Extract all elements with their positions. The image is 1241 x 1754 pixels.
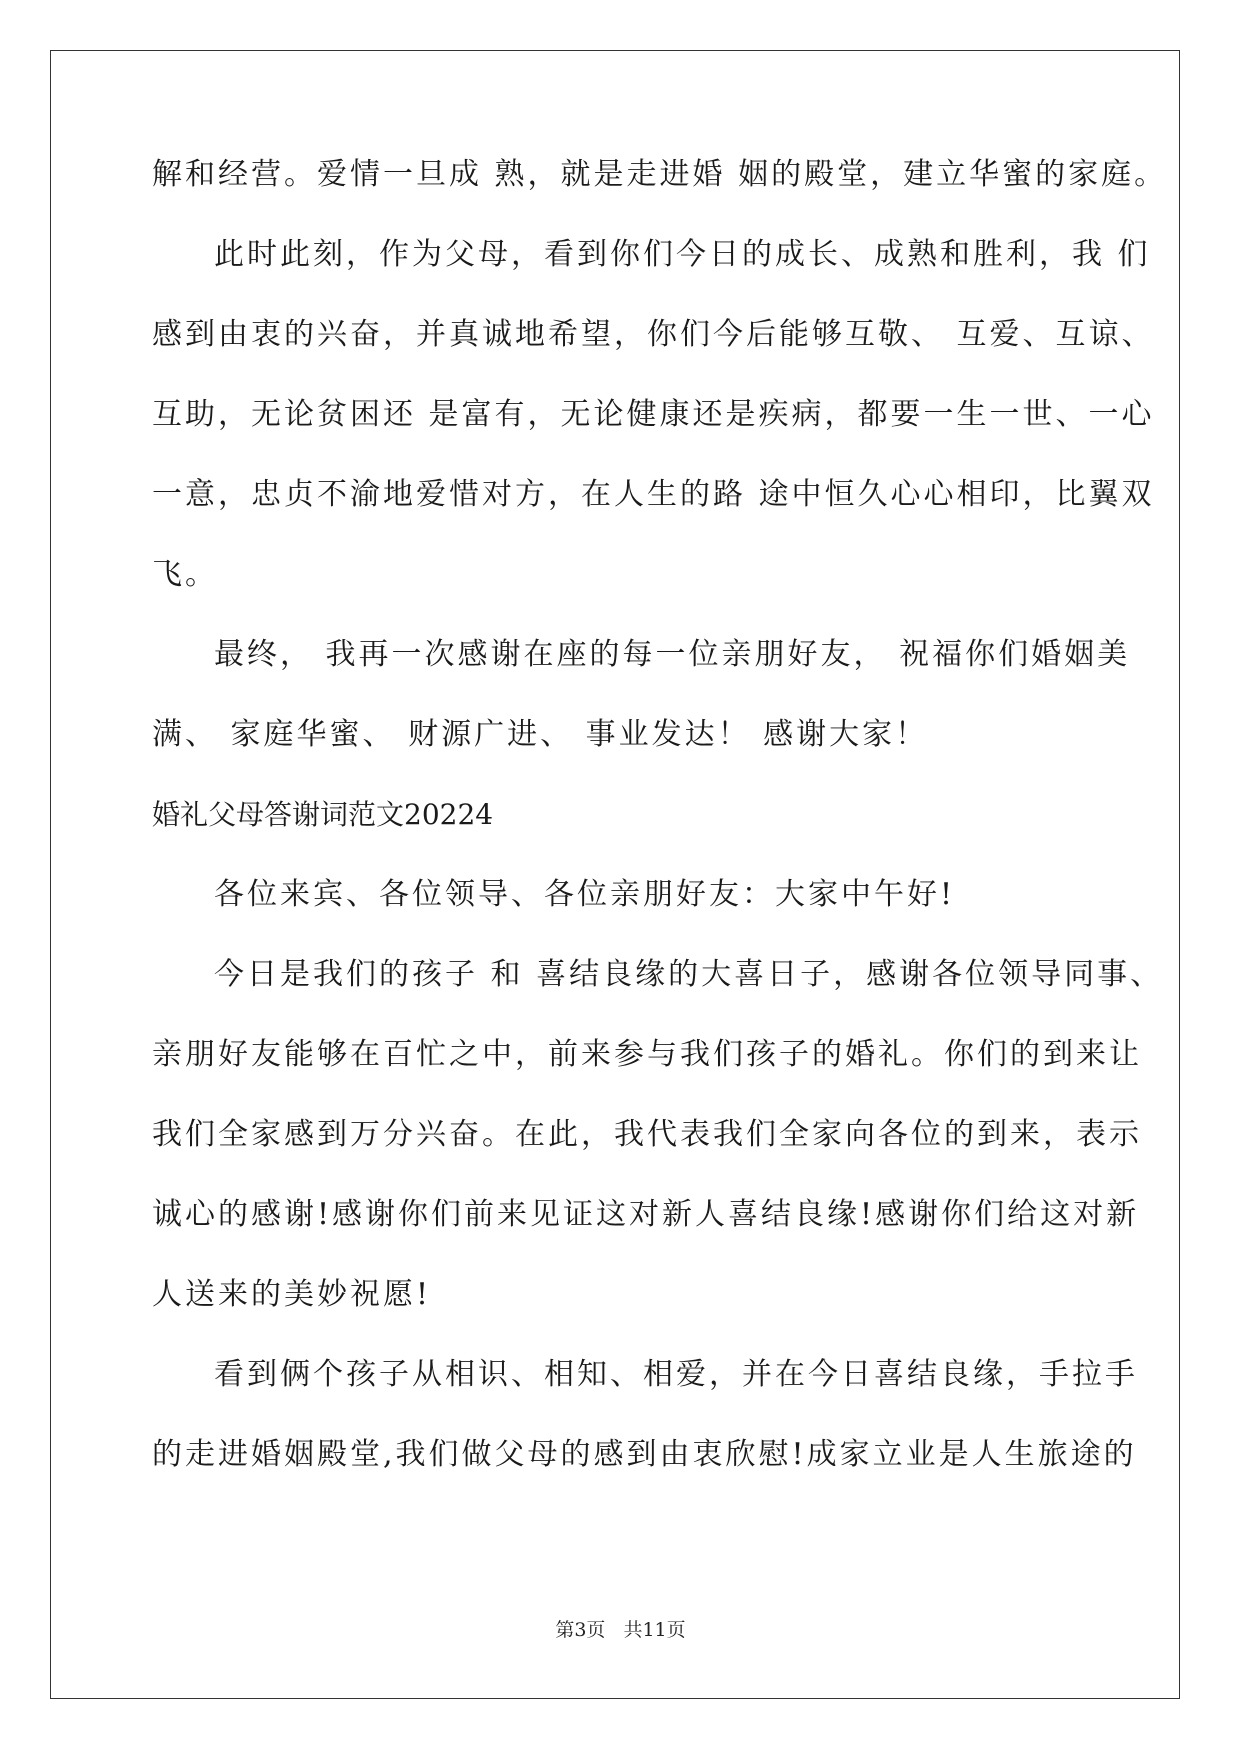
text-line: 诚心的感谢!感谢你们前来见证这对新人喜结良缘!感谢你们给这对新 [152,1197,1140,1232]
text-line: 的走进婚姻殿堂,我们做父母的感到由衷欣慰!成家立业是人生旅途的 [152,1437,1137,1472]
text-line: 一意，忠贞不渝地爱惜对方，在人生的路 途中恒久心心相印，比翼双 [152,477,1155,512]
text-line: 飞。 [152,557,218,592]
section-heading: 婚礼父母答谢词范文20224 [152,798,494,831]
text-line: 人送来的美妙祝愿! [152,1277,432,1312]
text-line: 感到由衷的兴奋，并真诚地希望，你们今后能够互敬、 互爱、互谅、 [152,317,1155,352]
text-line: 我们全家感到万分兴奋。在此，我代表我们全家向各位的到来，表示 [152,1117,1142,1152]
page-total: 共11页 [623,1619,686,1641]
page-number: 第3页 [555,1619,606,1641]
page-footer [0,1618,1241,1642]
text-line: 满、 家庭华蜜、 财源广进、 事业发达！ 感谢大家！ [152,717,929,752]
text-line: 亲朋好友能够在百忙之中，前来参与我们孩子的婚礼。你们的到来让 [152,1037,1142,1072]
document-body [152,155,1168,1475]
text-line: 互助，无论贫困还 是富有，无论健康还是疾病，都要一生一世、一心 [152,397,1155,432]
text-line: 最终， 我再一次感谢在座的每一位亲朋好友， 祝福你们婚姻美 [214,637,1131,672]
text-line: 此时此刻，作为父母，看到你们今日的成长、成熟和胜利，我 们 [214,237,1151,272]
text-line: 解和经营。爱情一旦成 熟，就是走进婚 姻的殿堂，建立华蜜的家庭。 [152,157,1168,192]
text-line: 各位来宾、各位领导、各位亲朋好友：大家中午好! [214,877,956,912]
text-line: 看到俩个孩子从相识、相知、相爱，并在今日喜结良缘，手拉手 [214,1357,1138,1392]
text-line: 今日是我们的孩子 和 喜结良缘的大喜日子，感谢各位领导同事、 [214,957,1164,992]
